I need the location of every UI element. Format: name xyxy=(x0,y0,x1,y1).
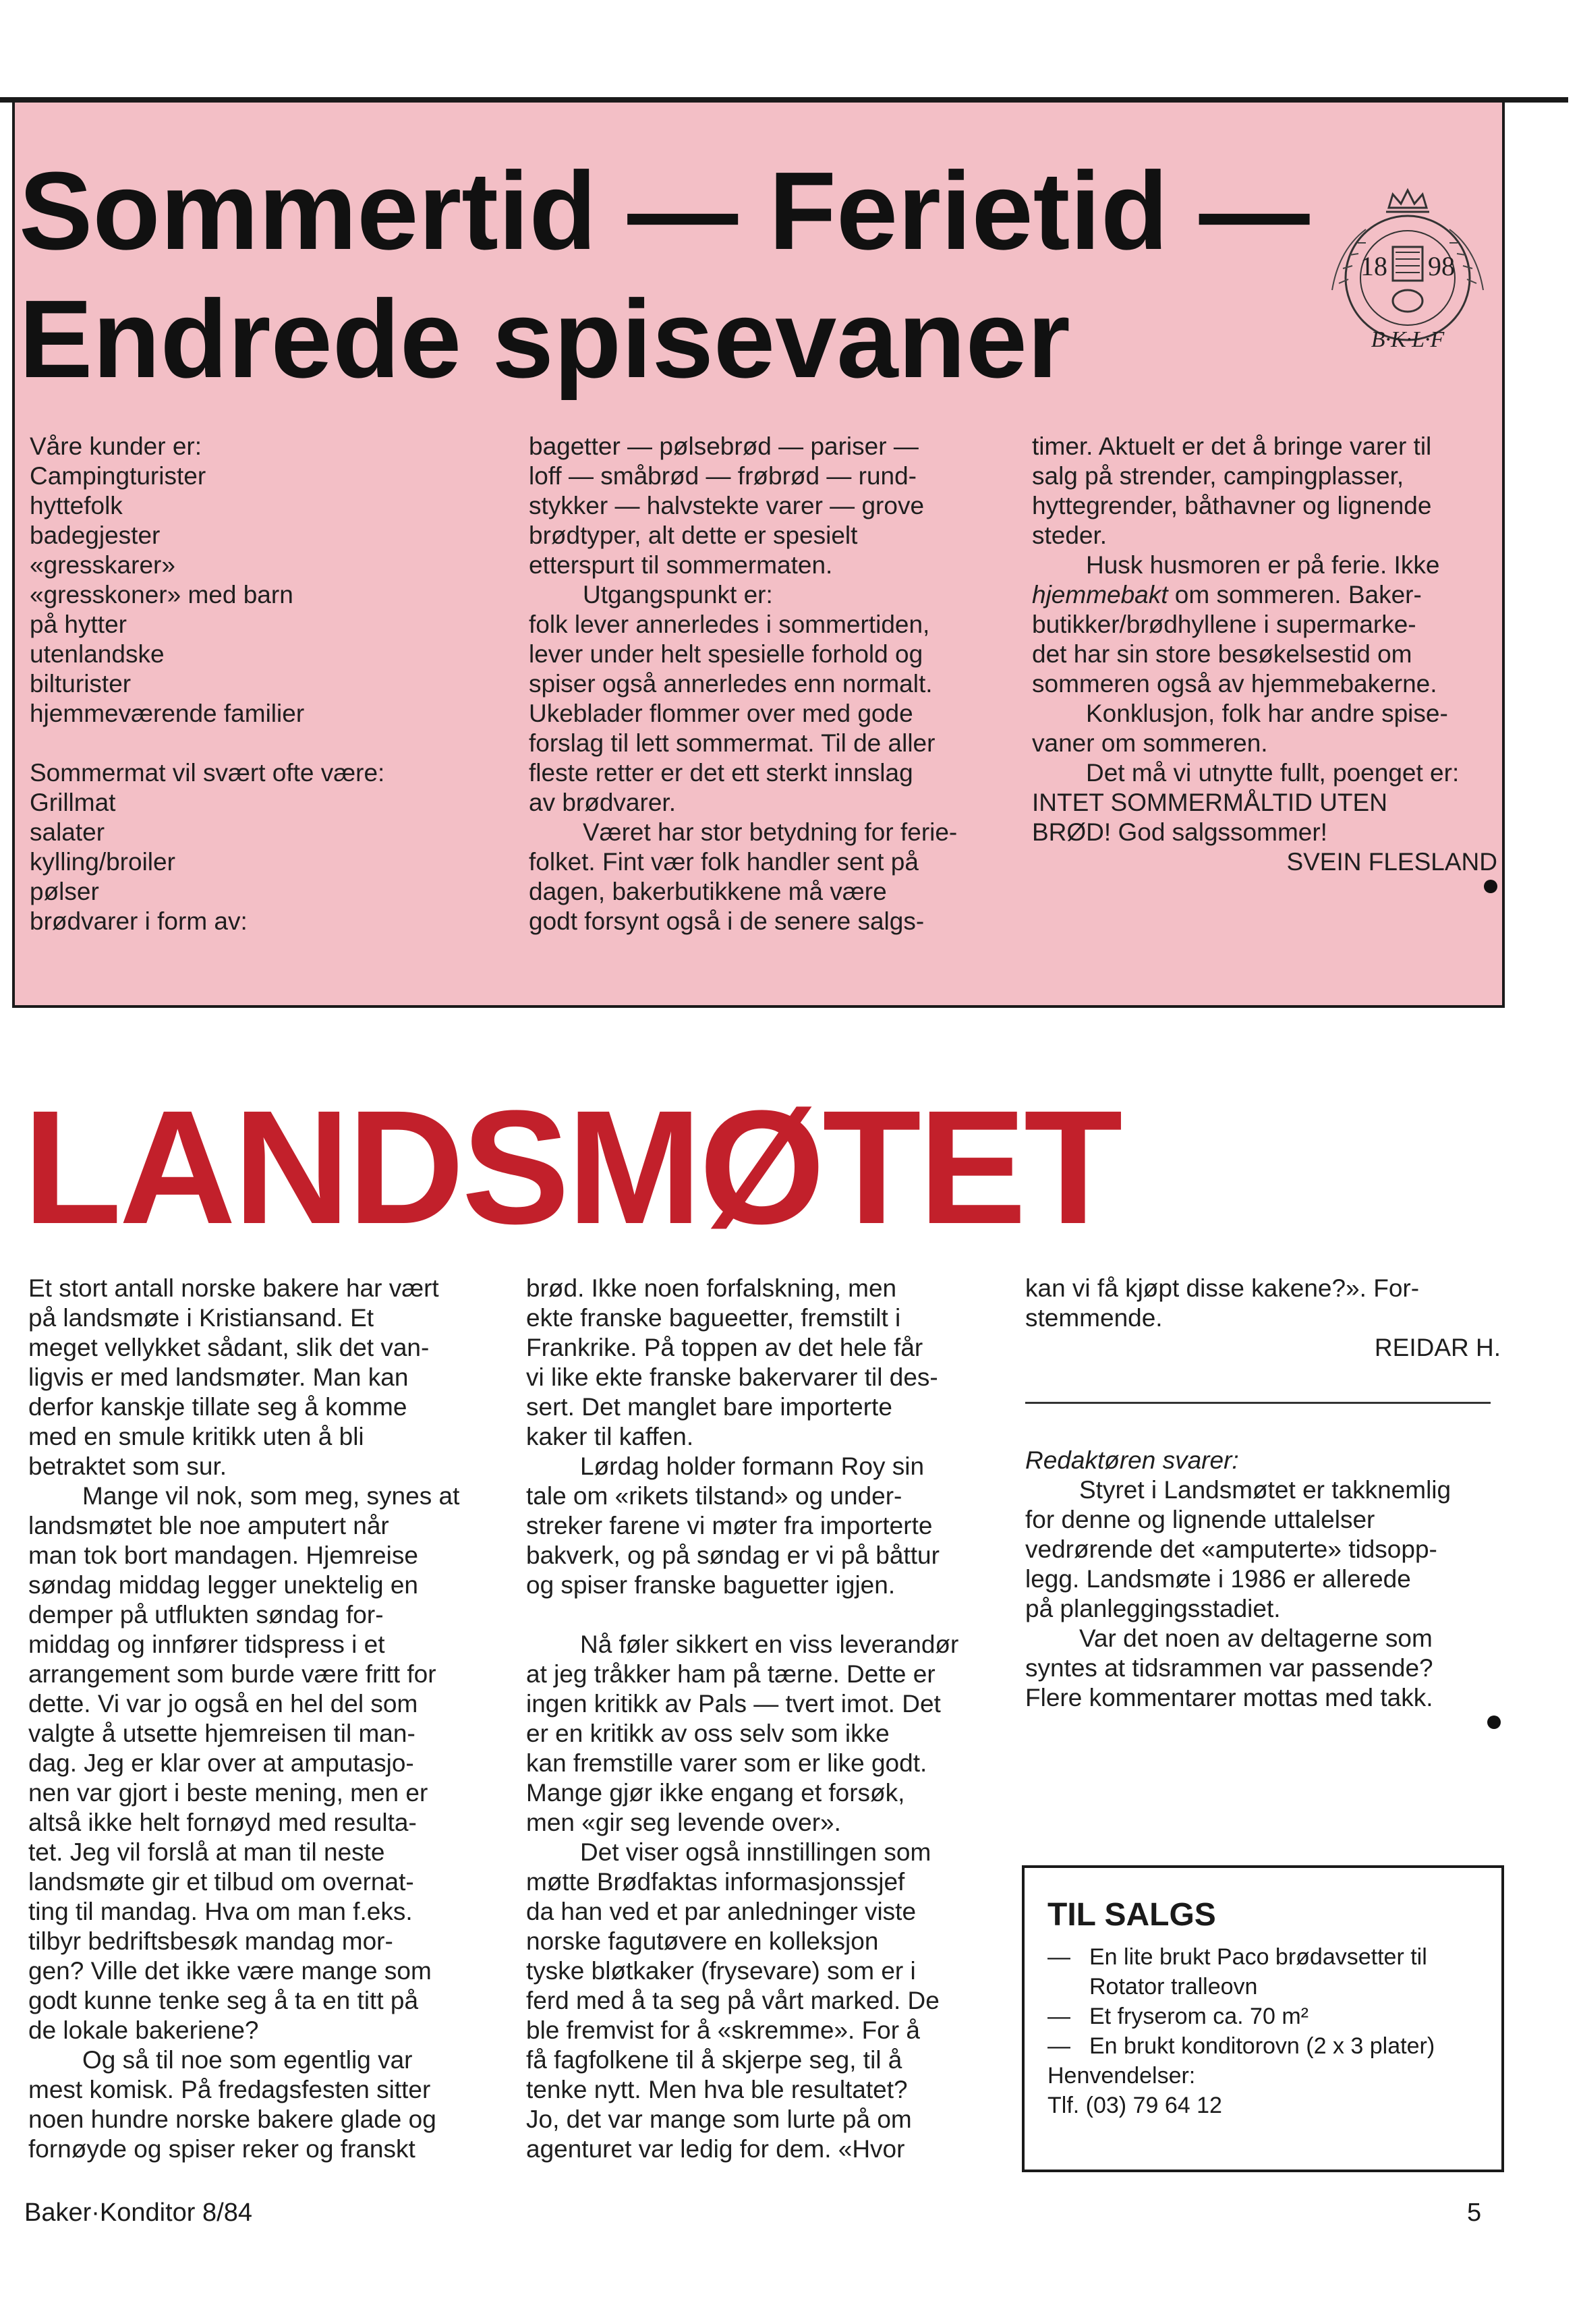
text-line: kan fremstille varer som er like godt. xyxy=(526,1749,927,1777)
text-line: fleste retter er det ett sterkt innslag xyxy=(529,759,913,787)
text-line: gen? Ville det ikke være mange som xyxy=(28,1957,432,1985)
text-line: tilbyr bedriftsbesøk mandag mor- xyxy=(28,1927,393,1955)
feature-title-line2: Endrede spisevaner xyxy=(19,277,1070,401)
text-line: Grillmat xyxy=(30,789,116,816)
text-line: på planleggingsstadiet. xyxy=(1025,1595,1281,1622)
text-line: og spiser franske baguetter igjen. xyxy=(526,1571,896,1599)
text-line: legg. Landsmøte i 1986 er allerede xyxy=(1025,1565,1411,1593)
bklf-seal-logo xyxy=(1319,182,1497,361)
text-line: det har sin store besøkelsestid om xyxy=(1032,640,1412,668)
top-rule xyxy=(0,97,1568,103)
text-line: spiser også annerledes enn normalt. xyxy=(529,670,933,698)
text-line: timer. Aktuelt er det å bringe varer til xyxy=(1032,432,1432,460)
text-line: godt kunne tenke seg å ta en titt på xyxy=(28,1987,419,2014)
text-line: bakverk, og på søndag er vi på båttur xyxy=(526,1541,940,1569)
text-line: BRØD! God salgssommer! xyxy=(1032,818,1327,846)
text-line: steder. xyxy=(1032,521,1108,549)
text-line: agenturet var ledig for dem. «Hvor xyxy=(526,2135,905,2163)
text-line: mest komisk. På fredagsfesten sitter xyxy=(28,2076,431,2103)
text-line: tale om «rikets tilstand» og under- xyxy=(526,1482,902,1510)
text-line: med en smule kritikk uten å bli xyxy=(28,1423,364,1450)
for-sale-heading: TIL SALGS xyxy=(1047,1897,1216,1933)
text-line: Det må vi utnytte fullt, poenget er: xyxy=(1086,759,1460,787)
text-line: utenlandske xyxy=(30,640,165,668)
for-sale-box xyxy=(1022,1865,1504,2172)
text-line: Det viser også innstillingen som xyxy=(580,1838,931,1866)
seal-year-right: 98 xyxy=(1428,251,1455,281)
text-line: hyttefolk xyxy=(30,492,123,519)
text-line: at jeg tråkker ham på tærne. Dette er xyxy=(526,1660,936,1688)
text-line: syntes at tidsrammen var passende? xyxy=(1025,1654,1433,1682)
text-line: betraktet som sur. xyxy=(28,1452,227,1480)
text-emphasis: hjemmebakt xyxy=(1032,581,1168,608)
text-line: Konklusjon, folk har andre spise- xyxy=(1086,700,1448,727)
text-line: vaner om sommeren. xyxy=(1032,729,1268,757)
landsmotet-column-1 xyxy=(28,1274,504,2164)
footer-publication: Baker·Konditor 8/84 xyxy=(24,2199,252,2227)
text-line: møtte Brødfaktas informasjonssjef xyxy=(526,1868,905,1896)
text-line: kylling/broiler xyxy=(30,848,175,876)
contact-label: Henvendelser: xyxy=(1047,2063,1196,2089)
text-line: stykker — halvstekte varer — grove xyxy=(529,492,925,519)
text-line: etterspurt til sommermaten. xyxy=(529,551,833,579)
feature-column-3 xyxy=(1032,432,1497,893)
letter-signature: REIDAR H. xyxy=(1374,1334,1501,1361)
text-line: man tok bort mandagen. Hjemreise xyxy=(28,1541,418,1569)
text-line: ferd med å ta seg på vårt marked. De xyxy=(526,1987,940,2014)
section-divider xyxy=(1025,1402,1491,1404)
landsmotet-column-3 xyxy=(1025,1274,1501,1729)
text-line: Husk husmoren er på ferie. Ikke xyxy=(1086,551,1440,579)
text-line: Utgangspunkt er: xyxy=(583,581,773,608)
text-line: noen hundre norske bakere glade og xyxy=(28,2105,436,2133)
text-line: brød. Ikke noen forfalskning, men xyxy=(526,1274,897,1302)
end-bullet-icon xyxy=(1487,1716,1501,1729)
text-line: loff — småbrød — frøbrød — rund- xyxy=(529,462,917,490)
text-line: for denne og lignende uttalelser xyxy=(1025,1506,1375,1533)
text-line: fornøyde og spiser reker og franskt xyxy=(28,2135,415,2163)
text-line: søndag middag legger unektelig en xyxy=(28,1571,418,1599)
crown-icon xyxy=(1386,190,1429,212)
text-line: middag og innfører tidspress i et xyxy=(28,1631,385,1658)
text-line: Campingturister xyxy=(30,462,206,490)
text-line: kaker til kaffen. xyxy=(526,1423,694,1450)
list-item xyxy=(1047,1942,1483,2002)
text-line: folket. Fint vær folk handler sent på xyxy=(529,848,919,876)
text-line: hyttegrender, båthavner og lignende xyxy=(1032,492,1432,519)
dash-icon: — xyxy=(1047,2033,1070,2059)
page-number: 5 xyxy=(1467,2199,1482,2227)
text-line: folk lever annerledes i sommertiden, xyxy=(529,611,930,638)
seal-year-left: 18 xyxy=(1360,251,1387,281)
text-line: kan vi få kjøpt disse kakene?». For- xyxy=(1025,1274,1420,1302)
list-item-text: En lite brukt Paco brødavsetter til Rotator tralleovn xyxy=(1089,1944,1427,2000)
text-line: Styret i Landsmøtet er takknemlig xyxy=(1079,1476,1451,1504)
text-line: bagetter — pølsebrød — pariser — xyxy=(529,432,919,460)
text-line: Jo, det var mange som lurte på om xyxy=(526,2105,912,2133)
text-line: stemmende. xyxy=(1025,1304,1163,1332)
text-line: landsmøtet ble noe amputert når xyxy=(28,1512,389,1539)
text-line: Sommermat vil svært ofte være: xyxy=(30,759,385,787)
dash-icon: — xyxy=(1047,1944,1070,1970)
feature-title xyxy=(19,147,1310,403)
text-line: ekte franske bagueetter, fremstilt i xyxy=(526,1304,901,1332)
text-line: da han ved et par anledninger viste xyxy=(526,1898,917,1925)
text-line xyxy=(1032,580,1497,610)
text-line: landsmøte gir et tilbud om overnat- xyxy=(28,1868,414,1896)
text-line: vi like ekte franske bakervarer til des- xyxy=(526,1363,938,1391)
text-line: Mange vil nok, som meg, synes at xyxy=(82,1482,460,1510)
feature-column-2 xyxy=(529,432,1014,936)
text-line: Og så til noe som egentlig var xyxy=(82,2046,413,2074)
text-line: godt forsynt også i de senere salgs- xyxy=(529,907,925,935)
text-line: ingen kritikk av Pals — tvert imot. Det xyxy=(526,1690,941,1718)
text-line: brødtyper, alt dette er spesielt xyxy=(529,521,858,549)
text-line: tet. Jeg vil forslå at man til neste xyxy=(28,1838,385,1866)
text-line: forslag til lett sommermat. Til de aller xyxy=(529,729,936,757)
list-item xyxy=(1047,2031,1483,2061)
text-line: meget vellykket sådant, slik det van- xyxy=(28,1334,430,1361)
text-line: vedrørende det «amputerte» tidsopp- xyxy=(1025,1535,1437,1563)
feature-column-1 xyxy=(30,432,502,936)
text-line: Lørdag holder formann Roy sin xyxy=(580,1452,925,1480)
author-signature: SVEIN FLESLAND xyxy=(1286,848,1497,876)
for-sale-list xyxy=(1047,1942,1483,2061)
contact-phone: Tlf. (03) 79 64 12 xyxy=(1047,2093,1222,2118)
text-line: de lokale bakeriene? xyxy=(28,2016,259,2044)
text-line: tenke nytt. Men hva ble resultatet? xyxy=(526,2076,908,2103)
text-line: ligvis er med landsmøter. Man kan xyxy=(28,1363,409,1391)
seal-initials: B·K·L·F xyxy=(1371,327,1445,352)
text-line: pølser xyxy=(30,878,99,905)
text-line: dette. Vi var jo også en hel del som xyxy=(28,1690,418,1718)
text-line: dag. Jeg er klar over at amputasjo- xyxy=(28,1749,414,1777)
text-line: nen var gjort i beste mening, men er xyxy=(28,1779,428,1807)
dash-icon: — xyxy=(1047,2004,1070,2029)
text-line: Flere kommentarer mottas med takk. xyxy=(1025,1684,1433,1711)
text-line: bilturister xyxy=(30,670,132,698)
text-line: «gresskoner» med barn xyxy=(30,581,293,608)
text-line: Et stort antall norske bakere har vært xyxy=(28,1274,439,1302)
feature-title-line1: Sommertid — Ferietid — xyxy=(19,149,1310,273)
landsmotet-title: LANDSMØTET xyxy=(23,1077,1120,1257)
text-line: er en kritikk av oss selv som ikke xyxy=(526,1720,890,1747)
pretzel-icon xyxy=(1393,290,1422,312)
text-line: tyske bløtkaker (frysevare) som er i xyxy=(526,1957,916,1985)
text-line: Nå føler sikkert en viss leverandør xyxy=(580,1631,959,1658)
text-line: butikker/brødhyllene i supermarke- xyxy=(1032,611,1416,638)
landsmotet-column-2 xyxy=(526,1274,1012,2164)
text-line: salg på strender, campingplasser, xyxy=(1032,462,1404,490)
text-line: på landsmøte i Kristiansand. Et xyxy=(28,1304,374,1332)
text-line: sommeren også av hjemmebakerne. xyxy=(1032,670,1437,698)
text-line: Mange gjør ikke engang et forsøk, xyxy=(526,1779,905,1807)
text-line: arrangement som burde være fritt for xyxy=(28,1660,436,1688)
text-line: sert. Det manglet bare importerte xyxy=(526,1393,892,1421)
text-line: badegjester xyxy=(30,521,161,549)
text-line: Frankrike. På toppen av det hele får xyxy=(526,1334,923,1361)
text-line: Våre kunder er: xyxy=(30,432,202,460)
text-line: salater xyxy=(30,818,105,846)
text-line: altså ikke helt fornøyd med resulta- xyxy=(28,1809,417,1836)
text-line: dagen, bakerbutikkene må være xyxy=(529,878,887,905)
text-line: «gresskarer» xyxy=(30,551,175,579)
list-item-text: Et fryserom ca. 70 m² xyxy=(1089,2004,1309,2029)
list-item-text: En brukt konditorovn (2 x 3 plater) xyxy=(1089,2033,1435,2059)
text-line: Var det noen av deltagerne som xyxy=(1079,1624,1433,1652)
text-line: norske fagutøvere en kolleksjon xyxy=(526,1927,879,1955)
text-line: ting til mandag. Hva om man f.eks. xyxy=(28,1898,413,1925)
text-line: på hytter xyxy=(30,611,127,638)
text-line: streker farene vi møter fra importerte xyxy=(526,1512,933,1539)
text-line: av brødvarer. xyxy=(529,789,676,816)
list-item xyxy=(1047,2002,1483,2031)
text-line: valgte å utsette hjemreisen til man- xyxy=(28,1720,415,1747)
text-line: demper på utflukten søndag for- xyxy=(28,1601,384,1628)
text-line: Ukeblader flommer over med gode xyxy=(529,700,913,727)
text-line: Været har stor betydning for ferie- xyxy=(583,818,958,846)
text-line: derfor kanskje tillate seg å komme xyxy=(28,1393,407,1421)
text-line: ble fremvist for å «skremme». For å xyxy=(526,2016,920,2044)
text-line: hjemmeværende familier xyxy=(30,700,305,727)
reply-heading: Redaktøren svarer: xyxy=(1025,1446,1239,1474)
text-line: lever under helt spesielle forhold og xyxy=(529,640,923,668)
text-line: få fagfolkene til å skjerpe seg, til å xyxy=(526,2046,902,2074)
text-line: brødvarer i form av: xyxy=(30,907,248,935)
text-line: men «gir seg levende over». xyxy=(526,1809,841,1836)
text-line: INTET SOMMERMÅLTID UTEN xyxy=(1032,789,1387,816)
text-run: om sommeren. Baker- xyxy=(1168,581,1422,608)
end-bullet-icon xyxy=(1484,880,1497,893)
